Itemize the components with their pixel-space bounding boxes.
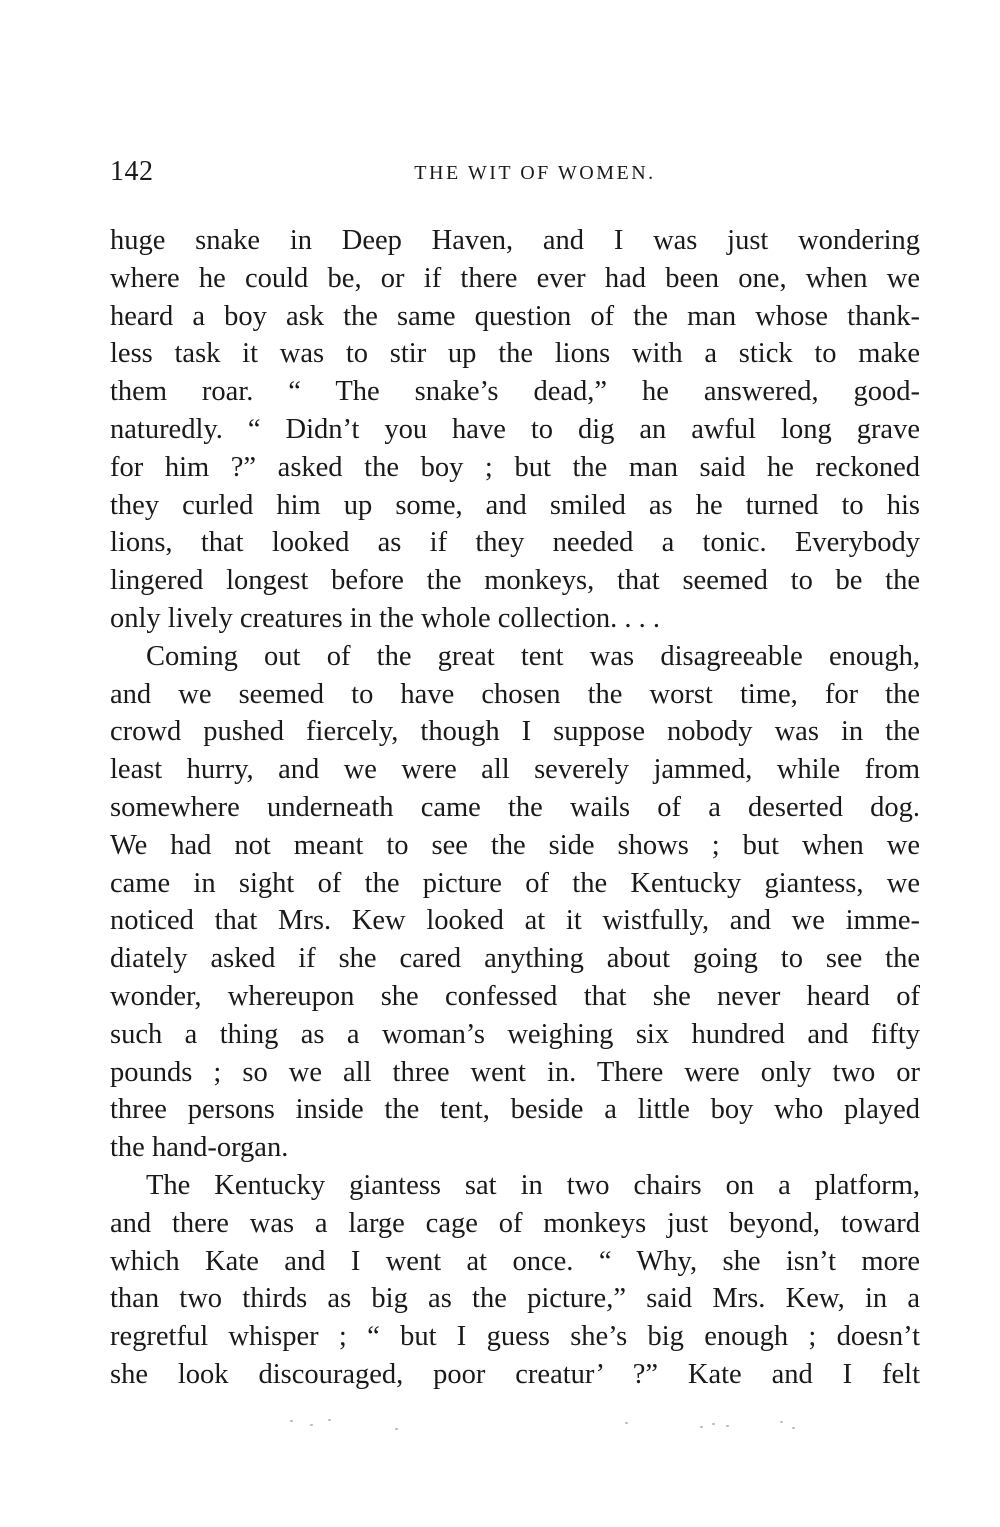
text-line: pounds ; so we all three went in. There were only two or: [110, 1056, 920, 1088]
text-line: The Kentucky giantess sat in two chairs on a platform,: [146, 1169, 920, 1201]
text-line: lions, that looked as if they needed a tonic. Everybody: [110, 527, 920, 559]
text-line: diately asked if she cared anything about going to see the: [110, 943, 920, 975]
text-line: and we seemed to have chosen the worst time, for the: [110, 678, 920, 710]
text-line: only lively creatures in the whole collection. . . .: [110, 602, 661, 634]
text-line: somewhere underneath came the wails of a deserted dog.: [110, 791, 920, 823]
text-line: came in sight of the picture of the Kentucky giantess, we: [110, 867, 920, 899]
text-line: least hurry, and we were all severely jammed, while from: [110, 754, 920, 786]
text-line: than two thirds as big as the picture,” said Mrs. Kew, in a: [110, 1283, 920, 1315]
text-line: three persons inside the tent, beside a little boy who played: [110, 1094, 920, 1126]
text-line: regretful whisper ; “ but I guess she’s big enough ; doesn’t: [110, 1321, 920, 1353]
text-line: noticed that Mrs. Kew looked at it wistfully, and we imme-: [110, 905, 920, 937]
text-line: heard a boy ask the same question of the man whose thank-: [110, 300, 920, 332]
text-line: the hand-organ.: [110, 1132, 289, 1164]
text-line: which Kate and I went at once. “ Why, she isn’t more: [110, 1245, 920, 1277]
text-line: lingered longest before the monkeys, that seemed to be the: [110, 565, 920, 597]
text-line: such a thing as a woman’s weighing six hundred and fifty: [110, 1018, 920, 1050]
text-line: where he could be, or if there ever had been one, when we: [110, 262, 920, 294]
text-line: crowd pushed fiercely, though I suppose nobody was in the: [110, 716, 920, 748]
text-line: We had not meant to see the side shows ; but when we: [110, 829, 920, 861]
text-line: they curled him up some, and smiled as he turned to his: [110, 489, 920, 521]
running-head: [110, 156, 920, 192]
scan-speckle: [280, 1418, 820, 1438]
text-line: she look discouraged, poor creatur’ ?” Kate and I felt: [110, 1358, 920, 1390]
text-line: them roar. “ The snake’s dead,” he answered, good-: [110, 376, 920, 408]
text-line: Coming out of the great tent was disagreeable enough,: [146, 640, 920, 672]
text-line: less task it was to stir up the lions with a stick to make: [110, 338, 920, 370]
text-line: huge snake in Deep Haven, and I was just wondering: [110, 225, 920, 256]
body-text: [110, 222, 920, 1394]
page-number: 142: [110, 156, 154, 187]
text-line: wonder, whereupon she confessed that she never heard of: [110, 980, 920, 1012]
text-line: and there was a large cage of monkeys just beyond, toward: [110, 1207, 920, 1239]
text-line: for him ?” asked the boy ; but the man said he reckoned: [110, 451, 920, 483]
text-line: naturedly. “ Didn’t you have to dig an awful long grave: [110, 413, 920, 445]
running-title: THE WIT OF WOMEN.: [414, 162, 656, 184]
